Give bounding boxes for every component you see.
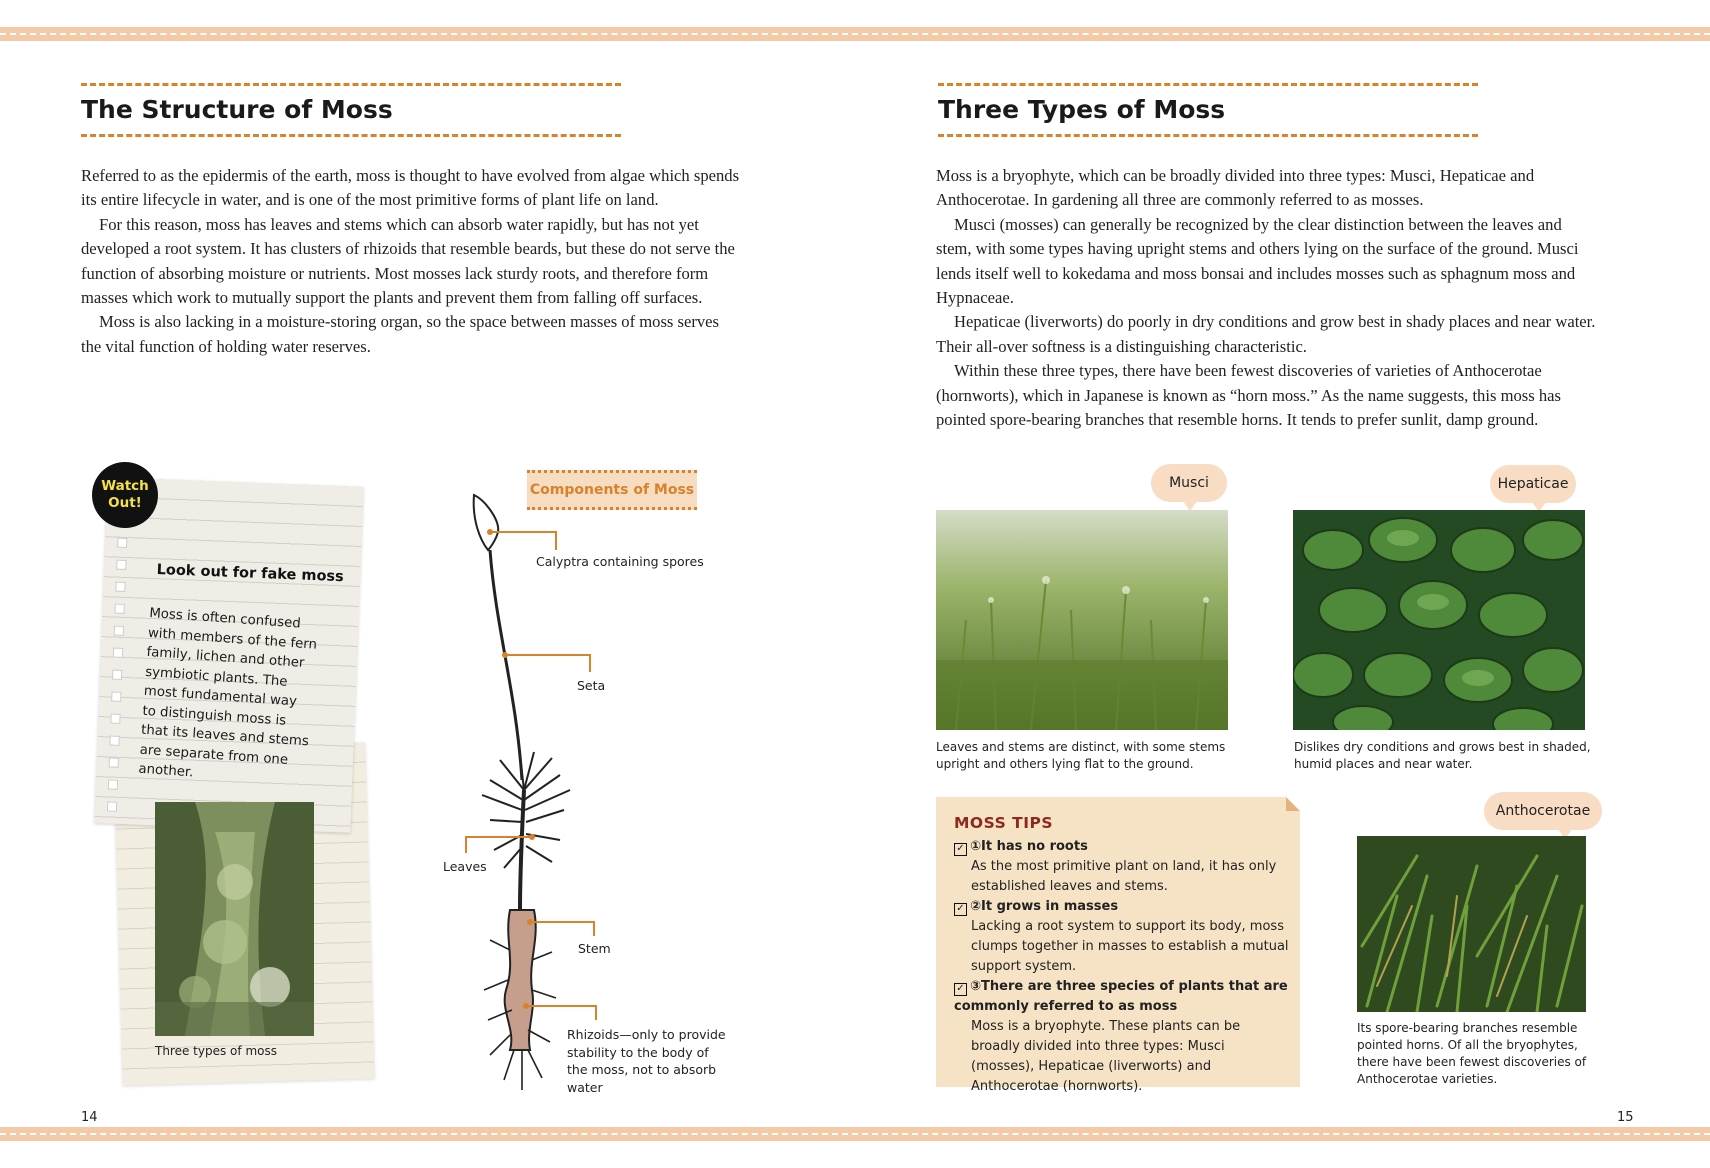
heading-dashed-rule [938,83,1478,86]
paragraph: Moss is a bryophyte, which can be broadly divided into three types: Musci, Hepaticae and Anthocerotae. In gardening all three are commonly referred to as mosses. [936,166,1535,210]
moss-tips-box [936,797,1300,1094]
right-page-title: Three Types of Moss [938,95,1226,124]
anthocerotae-caption: Its spore-bearing branches resemble pointed horns. Of all the bryophytes, there have been fewest discoveries of Anthocerotae varieties. [1357,1021,1587,1086]
heading-dashed-rule [938,134,1478,137]
checkbox-icon: ✓ [954,903,967,916]
label-rhizoids: Rhizoids—only to provide stability to the body of the moss, not to absorb water [567,1027,726,1095]
note-body: Moss is often confused with members of the fern family, lichen and other symbiotic plants. The most fundamental way to distinguish moss is that its leaves and stems are separate from one another. [137,605,318,781]
label-calyptra: Calyptra containing spores [536,554,704,569]
anthocerotae-photo [1357,836,1586,1012]
heading-dashed-rule [81,83,621,86]
hepaticae-photo [1293,510,1585,730]
right-body-text [936,164,1596,432]
label-seta: Seta [577,678,606,693]
paragraph: For this reason, moss has leaves and stems which can absorb water rapidly, but has not yet developed a root system. It has clusters of rhizoids that resemble beards, but these do not serve the function of absorbing moisture or nutrients. Most mosses lack sturdy roots, and therefore form masses which work to mutually support the plants and prevent them from falling off surfaces. [81,214,735,308]
tip-item: ✓ ③There are three species of plants that are commonly referred to as moss Moss is a bryophyte. These plants can be broadly divided into three types: Musci (mosses), Hepaticae (liverworts) and Anthocerotae (hornworts). [954,979,1288,1094]
paper-holes [106,538,127,824]
paragraph: Hepaticae (liverworts) do poorly in dry conditions and grow best in shady places and near water. Their all-over softness is a distinguishing characteristic. [936,312,1596,356]
paragraph: Within these three types, there have been fewest discoveries of varieties of Anthocerotae (hornworts), which in Japanese is known as “horn moss.” As the name suggests, this moss has pointed spore-bearing branches that resemble horns. It tends to prefer sunlit, damp ground. [936,361,1561,430]
left-heading-box [81,83,621,137]
label-leaves: Leaves [443,859,487,874]
tip-item: ✓ ②It grows in masses Lacking a root system to support its body, moss clumps together in masses to establish a mutual support system. [954,897,1290,977]
checkbox-icon: ✓ [954,983,967,996]
note-title: Look out for fake moss [156,562,345,586]
paragraph: Referred to as the epidermis of the earth, moss is thought to have evolved from algae which spends its entire lifecycle in water, and is one of the most primitive forms of plant life on land. [81,166,740,210]
right-heading-box [938,83,1478,137]
left-body-text [81,164,741,359]
watch-out-badge: Watch Out! [92,462,158,528]
musci-bubble: Musci [1151,464,1227,502]
moss-plant-illustration [460,490,720,1100]
hepaticae-bubble: Hepaticae [1490,465,1576,503]
page-number-left: 14 [81,1110,98,1125]
moss-tips-title: MOSS TIPS [954,814,1053,832]
tree-moss-photo [155,802,314,1036]
left-page-title: The Structure of Moss [81,95,393,124]
tree-photo-caption: Three types of moss [155,1044,277,1058]
bottom-border-band [0,1127,1710,1141]
checkbox-icon: ✓ [954,843,967,856]
top-border-band [0,27,1710,41]
paragraph: Musci (mosses) can generally be recognized by the clear distinction between the leaves and stem, with some types having upright stems and others lying on the surface of the ground. Musci lends itself well to kokedama and moss bonsai and includes mosses such as sphagnum moss and Hypnaceae. [936,214,1579,308]
diagram-title: Components of Moss [527,470,697,510]
page-number-right: 15 [1617,1110,1634,1125]
label-stem: Stem [578,941,611,956]
musci-caption: Leaves and stems are distinct, with some stems upright and others lying flat to the ground. [936,740,1226,771]
paragraph: Moss is also lacking in a moisture-storing organ, so the space between masses of moss serves the vital function of holding water reserves. [81,312,720,356]
anthocerotae-bubble: Anthocerotae [1484,792,1602,830]
tip-item: ✓ ①It has no roots As the most primitive plant on land, it has only established leaves and stems. [954,837,1290,897]
hepaticae-caption: Dislikes dry conditions and grows best in shaded, humid places and near water. [1294,740,1591,771]
musci-photo [936,510,1228,730]
heading-dashed-rule [81,134,621,137]
